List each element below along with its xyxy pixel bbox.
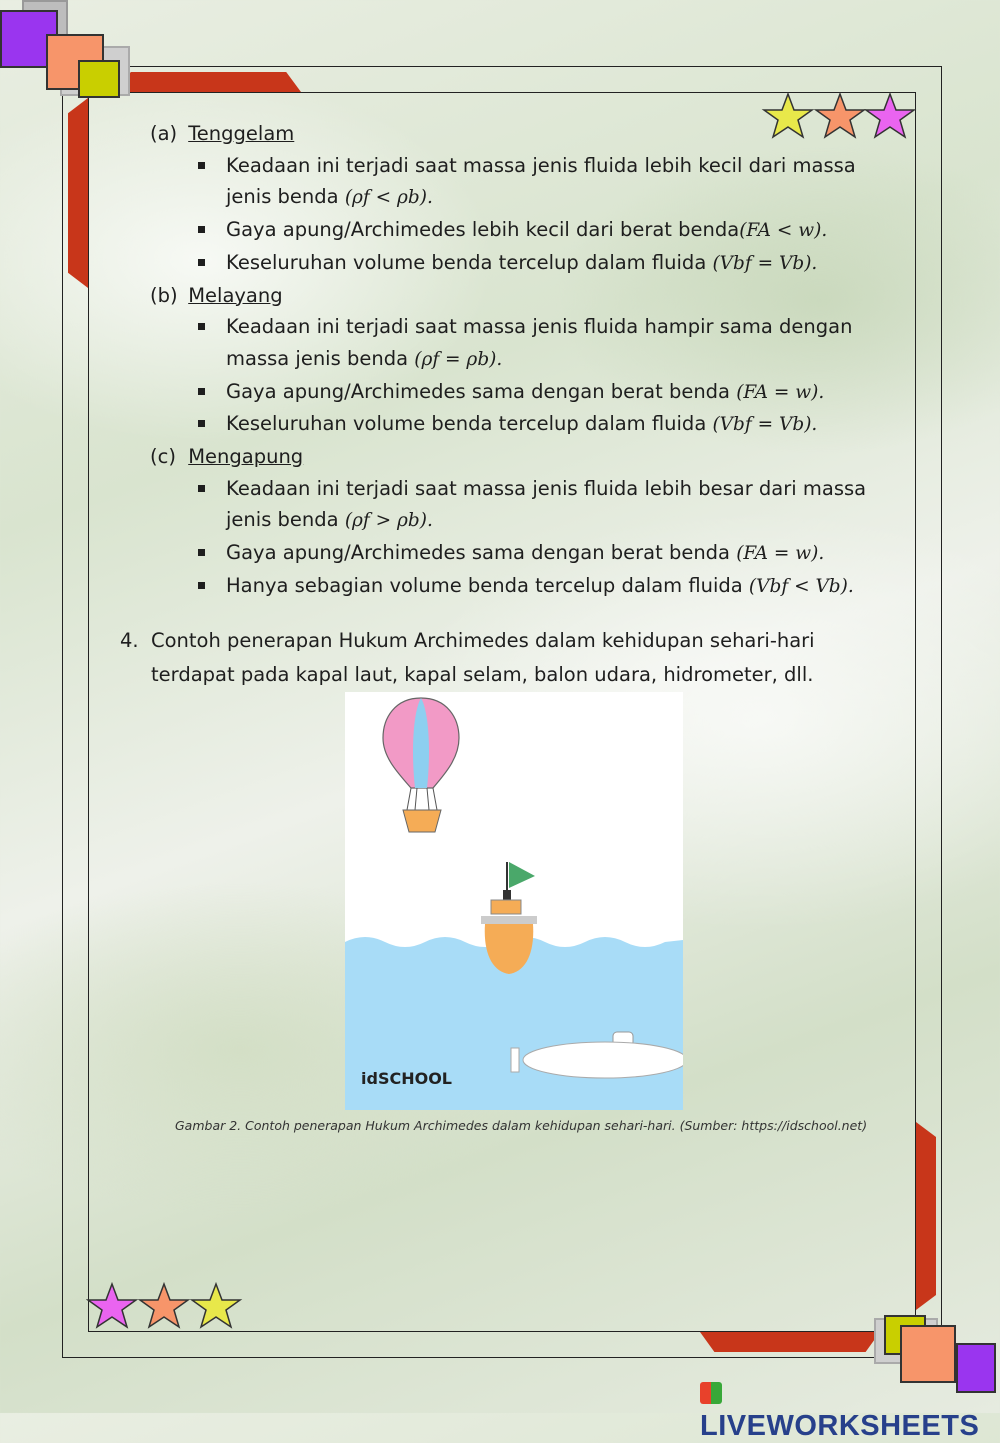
corner-square-yellow: [78, 60, 120, 98]
stars-bottom-left: [86, 1282, 246, 1332]
list-item: Gaya apung/Archimedes sama dengan berat benda (FA = w).: [226, 537, 890, 570]
list-item: Gaya apung/Archimedes lebih kecil dari berat benda(FA < w).: [226, 214, 890, 247]
section-label: (b): [150, 283, 178, 307]
section-b: [150, 280, 890, 442]
list-item: Keadaan ini terjadi saat massa jenis fluida lebih besar dari massa jenis benda (ρf > ρb).: [226, 473, 890, 537]
list-item: Keseluruhan volume benda tercelup dalam fluida (Vbf = Vb).: [226, 408, 890, 441]
illustration-svg: [345, 692, 683, 1110]
star-icon: [140, 1284, 188, 1327]
formula: (ρf = ρb).: [414, 348, 503, 370]
list-item: Keseluruhan volume benda tercelup dalam fluida (Vbf = Vb).: [226, 247, 890, 280]
point-text: Contoh penerapan Hukum Archimedes dalam kehidupan sehari-hari terdapat pada kapal laut, kapal selam, balon udara, hidrometer, dll.: [151, 629, 815, 686]
left-red-bar: [68, 98, 88, 288]
section-a: [150, 118, 890, 280]
section-c: [150, 441, 890, 603]
hot-air-balloon-icon: [383, 698, 459, 832]
bottom-red-bar: [700, 1332, 880, 1352]
list-item: Keadaan ini terjadi saat massa jenis fluida lebih kecil dari massa jenis benda (ρf < ρb).: [226, 150, 890, 214]
list-item: Keadaan ini terjadi saat massa jenis fluida hampir sama dengan massa jenis benda (ρf = ρb).: [226, 311, 890, 375]
top-red-bar: [116, 72, 301, 92]
section-label: (c): [150, 445, 176, 469]
point-number: 4.: [120, 629, 139, 652]
liveworksheets-logo: LIVEWORKSHEETS: [700, 1377, 1000, 1443]
formula: (FA = w).: [736, 543, 825, 565]
formula: (Vbf < Vb).: [748, 575, 854, 597]
list-item: Gaya apung/Archimedes sama dengan berat benda (FA = w).: [226, 376, 890, 409]
section-title: Mengapung: [188, 445, 304, 469]
liveworksheets-icon: [700, 1382, 722, 1404]
body-text: [150, 118, 890, 603]
archimedes-illustration: [345, 692, 683, 1110]
list-item: Hanya sebagian volume benda tercelup dalam fluida (Vbf < Vb).: [226, 570, 890, 603]
section-title: Tenggelam: [188, 122, 295, 145]
section-label: (a): [150, 122, 178, 145]
formula: (ρf < ρb).: [344, 187, 433, 209]
formula: (Vbf = Vb).: [712, 252, 818, 274]
right-red-bar: [916, 1122, 936, 1310]
section-heading: [150, 441, 890, 473]
formula: (Vbf = Vb).: [712, 414, 818, 436]
ship-icon: [481, 862, 537, 974]
section-title: Melayang: [188, 283, 283, 307]
corner-square-orange2: [900, 1325, 956, 1383]
section-heading: [150, 280, 890, 312]
point-4: [120, 624, 900, 692]
idschool-watermark: idSCHOOL: [361, 1069, 452, 1088]
star-icon: [88, 1284, 136, 1327]
formula: (ρf > ρb).: [344, 510, 433, 532]
formula: (FA = w).: [736, 381, 825, 403]
formula: (FA < w).: [739, 220, 828, 242]
figure-caption: Gambar 2. Contoh penerapan Hukum Archimedes dalam kehidupan sehari-hari. (Sumber: https://idschool.net): [175, 1118, 868, 1133]
section-heading: [150, 118, 890, 150]
star-icon: [192, 1284, 240, 1327]
